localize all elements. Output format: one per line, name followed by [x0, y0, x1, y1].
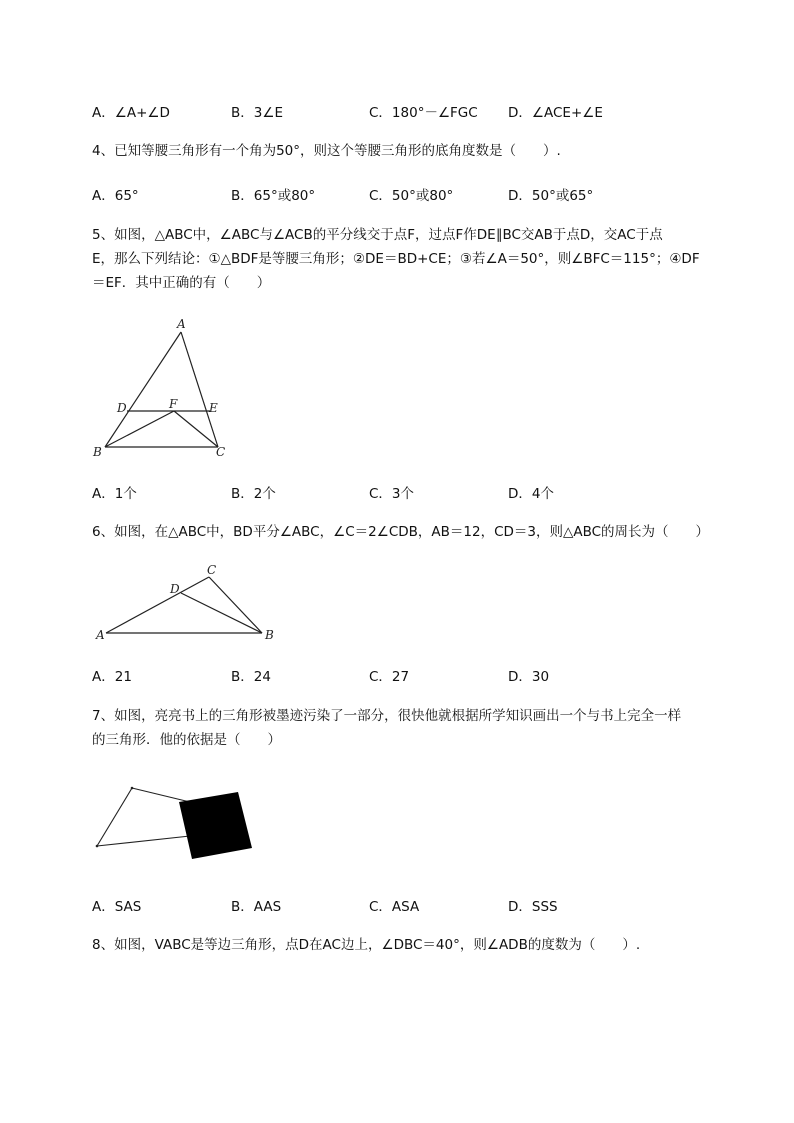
q5-label-f: F [169, 397, 178, 411]
q6-segment-bd [181, 593, 262, 633]
q6-label-b: B [265, 628, 274, 642]
q7-options [92, 895, 752, 915]
q5-stem [92, 223, 737, 295]
q5-option-c[interactable]: C．3个 [369, 486, 415, 502]
q5-stem-line-1: 5、如图，△ABC中，∠ABC与∠ACB的平分线交于点F，过点F作DE∥BC交AB于点D，交AC于点 [92, 227, 663, 243]
q4-option-c[interactable]: C．50°或80° [369, 188, 454, 204]
q6-option-d[interactable]: D．30 [508, 669, 550, 685]
q7-option-a[interactable]: A．SAS [92, 899, 142, 915]
q6-triangle-figure [92, 562, 282, 647]
q8-stem [92, 933, 737, 957]
q3-option-b[interactable]: B．3∠E [231, 105, 283, 121]
q5-side-ab [105, 332, 181, 447]
q5-segment-bf [105, 411, 174, 447]
q6-stem-text: 6、如图，在△ABC中，BD平分∠ABC，∠C＝2∠CDB，AB＝12，CD＝3，则△ABC的周长为（ ） [92, 524, 710, 540]
q3-option-c[interactable]: C．180°－∠FGC [369, 105, 478, 121]
q7-side-left [97, 788, 132, 846]
q5-label-a: A [177, 317, 186, 331]
q5-side-ac [181, 332, 218, 447]
q6-option-c[interactable]: C．27 [369, 669, 410, 685]
q7-ink-stained-triangle-figure [90, 782, 270, 872]
q6-label-c: C [207, 563, 217, 577]
q4-stem-text: 4、已知等腰三角形有一个角为50°，则这个等腰三角形的底角度数是（ ）. [92, 143, 561, 159]
q5-options [92, 482, 752, 502]
q7-side-bottom [97, 836, 190, 846]
q6-options [92, 665, 752, 685]
q7-stem-line-2: 的三角形．他的依据是（ ） [92, 732, 281, 748]
q4-options [92, 184, 752, 204]
q8-stem-text: 8、如图，VABC是等边三角形，点D在AC边上，∠DBC＝40°，则∠ADB的度数为（ ）. [92, 937, 641, 953]
q4-option-b[interactable]: B．65°或80° [231, 188, 316, 204]
q3-options [92, 101, 752, 121]
q5-option-b[interactable]: B．2个 [231, 486, 276, 502]
q5-label-e: E [209, 401, 218, 415]
q7-option-c[interactable]: C．ASA [369, 899, 420, 915]
q5-label-b: B [93, 445, 102, 459]
q6-side-bc [209, 577, 262, 633]
q4-stem [92, 139, 737, 163]
q7-stem [92, 704, 737, 752]
q6-label-a: A [96, 628, 105, 642]
q4-option-d[interactable]: D．50°或65° [508, 188, 594, 204]
q5-option-d[interactable]: D．4个 [508, 486, 554, 502]
q4-option-a[interactable]: A．65° [92, 188, 139, 204]
q7-stem-line-1: 7、如图，亮亮书上的三角形被墨迹污染了一部分，很快他就根据所学知识画出一个与书上完全一样 [92, 708, 682, 724]
q6-label-d: D [170, 582, 180, 596]
q3-option-a[interactable]: A．∠A+∠D [92, 105, 170, 121]
q7-option-b[interactable]: B．AAS [231, 899, 282, 915]
q7-ink-blot [179, 792, 252, 859]
q6-option-a[interactable]: A．21 [92, 669, 132, 685]
q5-label-d: D [117, 401, 127, 415]
q5-stem-line-3: ＝EF．其中正确的有（ ） [92, 275, 271, 291]
q5-stem-line-2: E，那么下列结论：①△BDF是等腰三角形；②DE＝BD+CE；③若∠A＝50°，则∠BFC＝115°；④DF [92, 251, 700, 267]
q5-label-c: C [216, 445, 226, 459]
q7-option-d[interactable]: D．SSS [508, 899, 558, 915]
q3-option-d[interactable]: D．∠ACE+∠E [508, 105, 603, 121]
q5-segment-cf [174, 411, 218, 447]
q5-triangle-figure [90, 315, 250, 465]
q6-option-b[interactable]: B．24 [231, 669, 271, 685]
q5-option-a[interactable]: A．1个 [92, 486, 137, 502]
q7-side-top [132, 788, 190, 802]
q6-side-ac [106, 577, 209, 633]
q6-stem [92, 520, 737, 544]
